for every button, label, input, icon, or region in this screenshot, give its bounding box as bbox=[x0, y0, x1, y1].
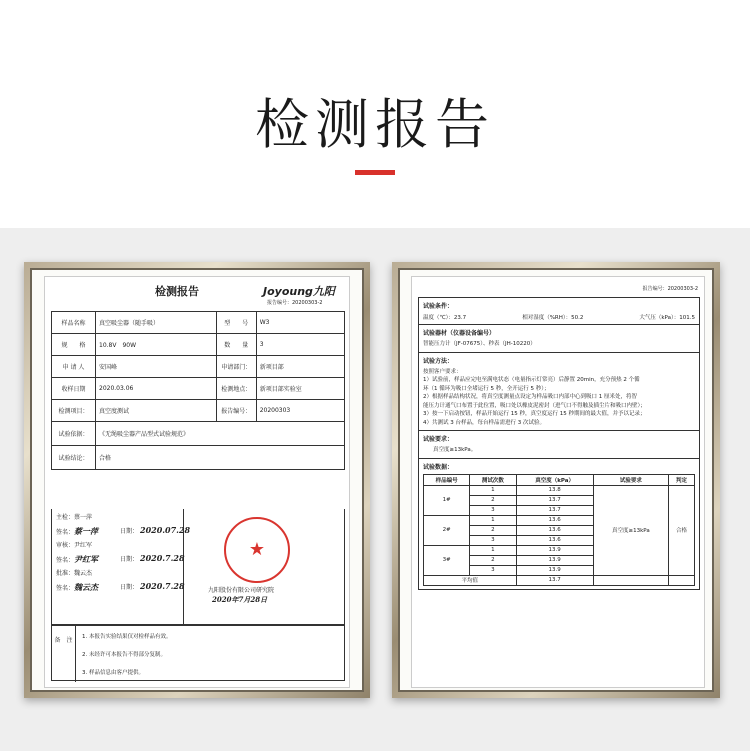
institute-date: 2020年7月28日 bbox=[212, 595, 268, 604]
field-value: 新项目部实验室 bbox=[256, 378, 344, 400]
brand-logo: Joyoung九阳 bbox=[263, 285, 335, 298]
empty-cell bbox=[593, 575, 668, 585]
table-row bbox=[52, 312, 345, 334]
table-header-row bbox=[424, 474, 695, 485]
reviewer-line: 审核：尹红军 bbox=[56, 542, 93, 549]
section-heading: 试验方法： bbox=[423, 357, 454, 365]
table-row bbox=[52, 334, 345, 356]
method-line: 3）按一下启动按钮，样品开始运行 15 秒，真空度运行 15 秒期间的最大值，并予以记录； bbox=[423, 411, 646, 418]
basis-label: 试验依据： bbox=[52, 422, 96, 446]
vacuum-value: 13.6 bbox=[516, 525, 593, 535]
report-number: 报告编号：20200303-2 bbox=[267, 300, 323, 306]
handwritten-date: 2020.07.28 bbox=[140, 525, 191, 535]
note-item: 3. 样品信息由客户提供。 bbox=[82, 670, 144, 676]
vacuum-value: 13.8 bbox=[516, 485, 593, 495]
handwritten-signature: 魏云杰 bbox=[74, 582, 99, 592]
field-label: 型 号 bbox=[216, 312, 256, 334]
report-title: 检测报告 bbox=[155, 285, 199, 298]
signature-row bbox=[56, 581, 185, 596]
field-value: 真空吸尘器（随手吸） bbox=[96, 312, 217, 334]
institute-name: 九阳股份有限公司研究院 bbox=[208, 587, 275, 594]
field-value: 20200303 bbox=[256, 400, 344, 422]
conditions-section bbox=[419, 298, 699, 325]
note-item: 2. 未经许可本报告不得部分复制。 bbox=[82, 652, 166, 658]
average-label: 平均值 bbox=[424, 575, 517, 585]
table-row bbox=[52, 356, 345, 378]
table-row bbox=[424, 575, 695, 585]
sample-id: 2# bbox=[424, 515, 470, 545]
report-number: 报告编号：20200303-2 bbox=[642, 286, 698, 292]
vacuum-value: 13.9 bbox=[516, 565, 593, 575]
basis-value: 《无绳吸尘器产品型式试验规范》 bbox=[96, 422, 345, 446]
method-line: 按照客户要求： bbox=[423, 368, 462, 375]
run-number: 3 bbox=[470, 505, 516, 515]
sample-info-table bbox=[51, 311, 345, 470]
field-value: 2020.03.06 bbox=[96, 378, 217, 400]
sample-id: 3# bbox=[424, 545, 470, 575]
section-heading: 试验条件： bbox=[423, 303, 454, 310]
run-number: 1 bbox=[470, 515, 516, 525]
field-value: 真空度测试 bbox=[96, 400, 217, 422]
field-value: W3 bbox=[256, 312, 344, 334]
field-label: 检测项目： bbox=[52, 400, 96, 422]
field-value: 安国峰 bbox=[96, 356, 217, 378]
run-number: 1 bbox=[470, 545, 516, 555]
field-label: 数 量 bbox=[216, 334, 256, 356]
right-report-frame[interactable] bbox=[392, 262, 720, 698]
pressure-value: 大气压（kPa）：101.5 bbox=[639, 315, 695, 321]
run-number: 2 bbox=[470, 555, 516, 565]
test-data-table bbox=[423, 474, 695, 586]
field-label: 申 请 人 bbox=[52, 356, 96, 378]
method-line: 能压力计通气口布置于此位置，吸口处以橡皮泥密封（进气口不得触及插尘片和吸口内壁）； bbox=[423, 402, 646, 409]
date-label: 日期： bbox=[120, 584, 139, 591]
approver-line: 批准：魏云杰 bbox=[56, 570, 93, 577]
verdict-cell: 合格 bbox=[669, 485, 695, 575]
column-header: 测试次数 bbox=[470, 474, 516, 485]
right-report-page bbox=[411, 276, 705, 688]
vacuum-value: 13.7 bbox=[516, 505, 593, 515]
date-label: 日期： bbox=[120, 556, 139, 563]
left-report-header bbox=[45, 277, 351, 309]
notes-label: 备 注 bbox=[52, 626, 76, 682]
humidity-value: 相对湿度（%RH）：50.2 bbox=[522, 315, 584, 321]
table-row bbox=[52, 378, 345, 400]
table-row bbox=[52, 422, 345, 446]
equipment-list: 智能压力计（JF-07675）、秒表（JH-10220） bbox=[423, 341, 536, 347]
average-value: 13.7 bbox=[516, 575, 593, 585]
field-value: 3 bbox=[256, 334, 344, 356]
requirement-text: 真空度≥13kPa。 bbox=[433, 447, 477, 454]
table-row bbox=[52, 400, 345, 422]
method-line: 环（1 循环为吸口全堵运行 5 秒，全开运行 5 秒）； bbox=[423, 385, 550, 392]
section-heading: 试验要求： bbox=[423, 436, 454, 444]
method-line: 2）根据样品结构状况，将真空度测量点设定为样品吸口内部中心到吸口 1 厘米处，将智 bbox=[423, 394, 637, 401]
vacuum-value: 13.9 bbox=[516, 545, 593, 555]
title-accent-bar bbox=[355, 170, 395, 175]
vacuum-value: 13.6 bbox=[516, 515, 593, 525]
field-label: 收样日期 bbox=[52, 378, 96, 400]
official-seal-icon bbox=[224, 517, 290, 583]
column-header: 样品编号 bbox=[424, 474, 470, 485]
signature-list bbox=[52, 509, 191, 625]
field-label: 报告编号： bbox=[216, 400, 256, 422]
vacuum-value: 13.7 bbox=[516, 495, 593, 505]
sign-label: 签名： bbox=[56, 557, 75, 564]
conditions-row bbox=[423, 313, 695, 321]
method-section bbox=[419, 353, 699, 432]
vacuum-value: 13.9 bbox=[516, 555, 593, 565]
field-label: 申请部门： bbox=[216, 356, 256, 378]
date-label: 日期： bbox=[120, 528, 139, 535]
sample-id: 1# bbox=[424, 485, 470, 515]
equipment-section bbox=[419, 325, 699, 353]
section-heading: 试验数据： bbox=[423, 463, 454, 471]
field-value: 新项目部 bbox=[256, 356, 344, 378]
column-header: 试验要求 bbox=[593, 474, 668, 485]
requirement-cell: 真空度≥13kPa bbox=[593, 485, 668, 575]
left-report-frame[interactable] bbox=[24, 262, 370, 698]
field-value: 10.8V 90W bbox=[96, 334, 217, 356]
table-row bbox=[52, 446, 345, 470]
column-header: 判定 bbox=[669, 474, 695, 485]
notes-section bbox=[51, 625, 345, 681]
sign-label: 签名： bbox=[56, 585, 75, 592]
institute-stamp-area bbox=[184, 509, 346, 625]
handwritten-signature: 尹红军 bbox=[74, 554, 99, 564]
inspector-line: 主检：蔡一萍 bbox=[56, 514, 93, 521]
table-row bbox=[424, 485, 695, 495]
sign-label: 签名： bbox=[56, 529, 75, 536]
field-label: 规 格 bbox=[52, 334, 96, 356]
signature-row bbox=[56, 525, 191, 540]
handwritten-date: 2020.7.28 bbox=[140, 553, 185, 563]
seal-star-icon: ★ bbox=[248, 539, 266, 560]
field-label: 检测地点： bbox=[216, 378, 256, 400]
run-number: 1 bbox=[470, 485, 516, 495]
conclusion-value: 合格 bbox=[96, 446, 345, 470]
data-section bbox=[419, 459, 699, 589]
requirement-section bbox=[419, 431, 699, 459]
signature-row bbox=[56, 553, 185, 568]
handwritten-signature: 蔡一萍 bbox=[74, 526, 99, 536]
run-number: 2 bbox=[470, 525, 516, 535]
run-number: 2 bbox=[470, 495, 516, 505]
column-header: 真空度（kPa） bbox=[516, 474, 593, 485]
temperature-value: 温度（℃）：23.7 bbox=[423, 315, 467, 321]
method-line: 4）共测试 3 台样品，每台样品需进行 3 次试验。 bbox=[423, 419, 545, 426]
vacuum-value: 13.6 bbox=[516, 535, 593, 545]
page-title: 检测报告 bbox=[255, 93, 495, 156]
section-heading: 试验器材（仪器设备编号） bbox=[423, 330, 496, 337]
method-line: 1）试验前，样品应完电至满电状态（电量指示灯常亮）后静置 20min，充分预热 2 个循 bbox=[423, 377, 640, 384]
field-label: 样品名称 bbox=[52, 312, 96, 334]
empty-cell bbox=[669, 575, 695, 585]
handwritten-date: 2020.7.28 bbox=[140, 581, 185, 591]
signature-section bbox=[51, 509, 345, 625]
note-item: 1. 本报告实验结果仅对检样品有效。 bbox=[82, 634, 172, 640]
conclusion-label: 试验结论： bbox=[52, 446, 96, 470]
left-report-page bbox=[44, 276, 350, 688]
run-number: 3 bbox=[470, 535, 516, 545]
test-details bbox=[418, 297, 700, 590]
run-number: 3 bbox=[470, 565, 516, 575]
